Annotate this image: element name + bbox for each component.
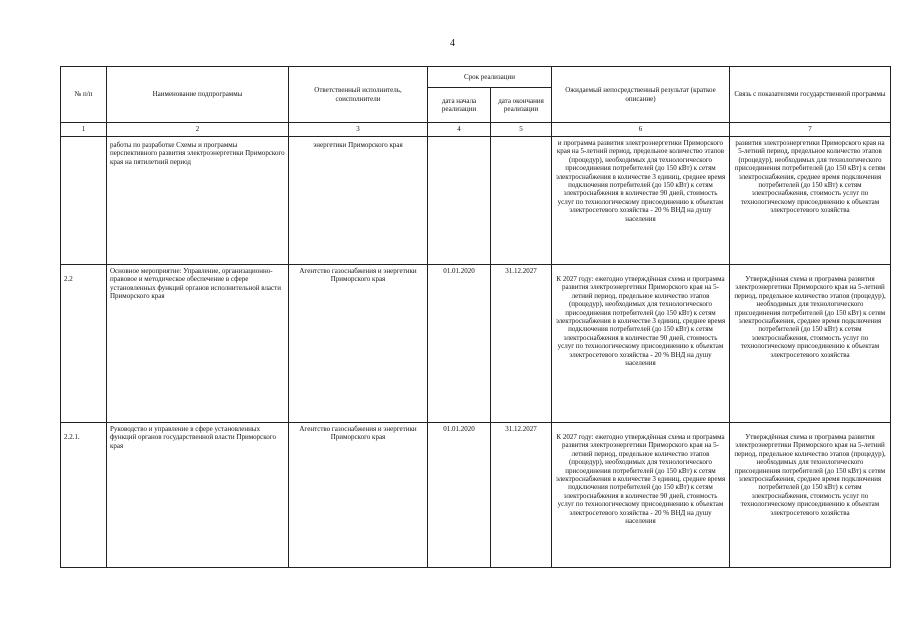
- row-number: 2.2: [61, 265, 107, 423]
- header-end: дата окончания реализации: [491, 88, 552, 123]
- header-name: Наименование подпрограммы: [107, 67, 289, 123]
- responsible-executor: энергетики Приморского края: [289, 137, 428, 265]
- indicator-link: Утверждённая схема и программа развития электроэнергетики Приморского края на 5-летний период, предельное количество этапов (процедур), необходимых для технологического присоединения потребителей (до 150 кВт) к сетям электроснабжения, среднее время подключения потребителей (до 150 кВт) к сетям электроснабжения, стоимость услуг по технологическому присоединению к объектам электросетевого хозяйства: [730, 265, 891, 423]
- table-row: [61, 265, 891, 423]
- subprogram-name: Руководство и управление в сфере установленных функций органов государственной власти Приморского края: [107, 423, 289, 568]
- expected-result: К 2027 году: ежегодно утверждённая схема и программа развития электроэнергетики Приморского края на 5-летний период, предельное количество этапов (процедур), необходимых для технологического присоединения потребителей (до 150 кВт) к сетям электроснабжения в количестве 3 единиц, среднее время подключения потребителей (до 150 кВт) к сетям электроснабжения в количестве 90 дней, стоимость услуг по технологическому присоединению к объектам электросетевого хозяйства - 20 % ВНД на душу населения: [552, 423, 730, 568]
- end-date: 31.12.2027: [491, 423, 552, 568]
- header-result: Ожидаемый непосредственный результат (краткое описание): [552, 67, 730, 123]
- start-date: [428, 137, 491, 265]
- program-table: [60, 66, 891, 568]
- row-number: 2.2.1.: [61, 423, 107, 568]
- page-number: 4: [450, 38, 455, 49]
- indicator-link: развития электроэнергетики Приморского края на 5-летний период, предельное количество этапов (процедур), необходимых для технологического присоединения потребителей (до 150 кВт) к сетям электроснабжения, среднее время подключения потребителей (до 150 кВт) к сетям электроснабжения, стоимость услуг по технологическому присоединению к объектам электросетевого хозяйства: [730, 137, 891, 265]
- indicator-link: Утверждённая схема и программа развития электроэнергетики Приморского края на 5-летний период, предельное количество этапов (процедур), необходимых для технологического присоединения потребителей (до 150 кВт) к сетям электроснабжения, среднее время подключения потребителей (до 150 кВт) к сетям электроснабжения, стоимость услуг по технологическому присоединению к объектам электросетевого хозяйства: [730, 423, 891, 568]
- header-executor: Ответственный исполнитель, соисполнители: [289, 67, 428, 123]
- end-date: 31.12.2027: [491, 265, 552, 423]
- column-number: 2: [107, 123, 289, 137]
- subprogram-name: Основное мероприятие: Управление, организационно-правовое и методическое обеспечение в сфере установленных функций органов исполнительной власти Приморского края: [107, 265, 289, 423]
- start-date: 01.01.2020: [428, 265, 491, 423]
- column-number: 1: [61, 123, 107, 137]
- expected-result: К 2027 году: ежегодно утверждённая схема и программа развития электроэнергетики Приморского края на 5-летний период, предельное количество этапов (процедур), необходимых для технологического присоединения потребителей (до 150 кВт) к сетям электроснабжения в количестве 3 единиц, среднее время подключения потребителей (до 150 кВт) к сетям электроснабжения в количестве 90 дней, стоимость услуг по технологическому присоединению к объектам электросетевого хозяйства - 20 % ВНД на душу населения: [552, 265, 730, 423]
- responsible-executor: Агентство газоснабжения и энергетики Приморского края: [289, 423, 428, 568]
- column-number: 4: [428, 123, 491, 137]
- column-number: 6: [552, 123, 730, 137]
- row-number: [61, 137, 107, 265]
- header-num: № п/п: [61, 67, 107, 123]
- table-row: [61, 423, 891, 568]
- column-number: 3: [289, 123, 428, 137]
- column-numbers-row: [61, 123, 891, 137]
- header-period: Срок реализации: [428, 67, 552, 88]
- column-number: 5: [491, 123, 552, 137]
- subprogram-name: работы по разработке Схемы и программы перспективного развития электроэнергетики Приморского края на пятилетний период: [107, 137, 289, 265]
- table-header: [61, 67, 891, 123]
- expected-result: и программа развития электроэнергетики Приморского края на 5-летний период, предельное количество этапов (процедур), необходимых для технологического присоединения потребителей (до 150 кВт) к сетям электроснабжения в количестве 3 единиц, среднее время подключения потребителей (до 150 кВт) к сетям электроснабжения в количестве 90 дней, стоимость услуг по технологическому присоединению к объектам электросетевого хозяйства - 20 % ВНД на душу населения: [552, 137, 730, 265]
- end-date: [491, 137, 552, 265]
- header-start: дата начала реализации: [428, 88, 491, 123]
- responsible-executor: Агентство газоснабжения и энергетики Приморского края: [289, 265, 428, 423]
- header-link: Связь с показателями государственной программы: [730, 67, 891, 123]
- column-number: 7: [730, 123, 891, 137]
- table-row: [61, 137, 891, 265]
- start-date: 01.01.2020: [428, 423, 491, 568]
